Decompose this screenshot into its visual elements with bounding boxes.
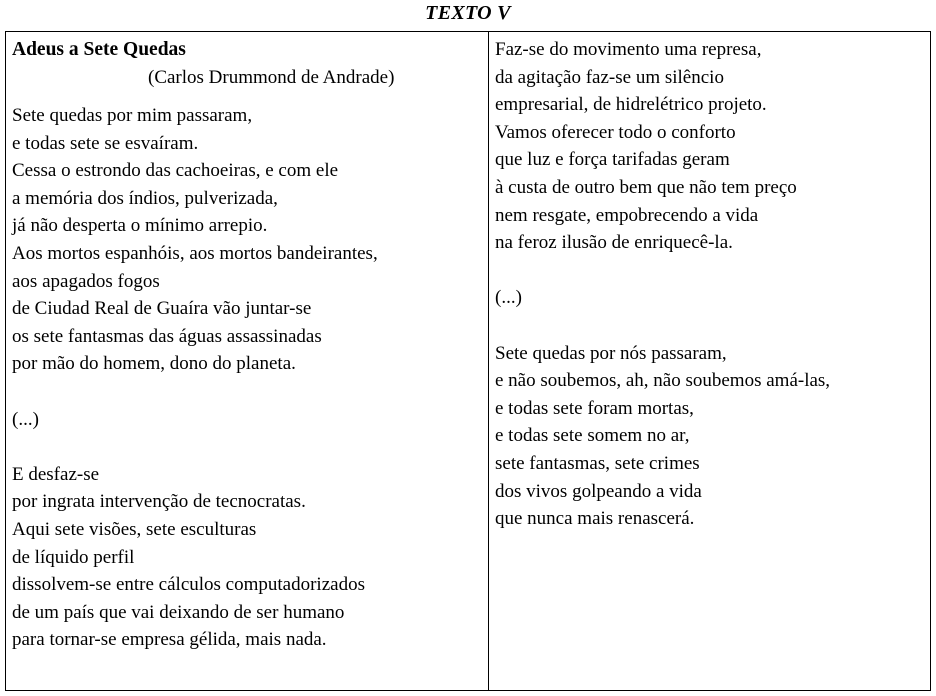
verse-line: Sete quedas por nós passaram, <box>495 342 727 364</box>
verse-line: da agitação faz-se um silêncio <box>495 66 724 88</box>
verse-line: que luz e força tarifadas geram <box>495 149 730 171</box>
verse-line-blank <box>12 378 482 406</box>
verse-line: na feroz ilusão de enriquecê-la. <box>495 232 733 254</box>
verse-line: dos vivos golpeando a vida <box>495 480 702 502</box>
verse-line: de líquido perfil <box>12 546 135 568</box>
verse-line: a memória dos índios, pulverizada, <box>12 187 278 209</box>
verse-line: Aos mortos espanhóis, aos mortos bandeirantes, <box>12 242 378 264</box>
verse-line: e todas sete somem no ar, <box>495 425 690 447</box>
verse-line: por mão do homem, dono do planeta. <box>12 353 296 375</box>
verse-line: sete fantasmas, sete crimes <box>495 452 700 474</box>
title-spacer <box>12 91 482 102</box>
poem-verses-left <box>12 102 482 654</box>
verse-line: já não desperta o mínimo arrepio. <box>12 215 268 237</box>
verse-line: Aqui sete visões, sete esculturas <box>12 518 257 540</box>
verse-line: Sete quedas por mim passaram, <box>12 105 253 126</box>
verse-line: E desfaz-se <box>12 463 100 485</box>
document-heading: TEXTO V <box>425 2 511 24</box>
verse-line-blank <box>12 433 482 461</box>
verse-line: aos apagados fogos <box>12 270 160 292</box>
poem-author: (Carlos Drummond de Andrade) <box>148 66 395 88</box>
poem-verses-right <box>495 36 923 533</box>
verse-line: que nunca mais renascerá. <box>495 508 695 530</box>
verse-line: de Ciudad Real de Guaíra vão juntar-se <box>12 298 312 320</box>
verse-line: para tornar-se empresa gélida, mais nada. <box>12 629 327 651</box>
verse-line: à custa de outro bem que não tem preço <box>495 176 797 198</box>
verse-line: Vamos oferecer todo o conforto <box>495 121 736 143</box>
poem-table <box>5 31 931 691</box>
verse-line: dissolvem-se entre cálculos computadorizados <box>12 574 365 596</box>
verse-line-blank <box>495 312 923 340</box>
poem-column-right <box>489 32 929 690</box>
verse-line: empresarial, de hidrelétrico projeto. <box>495 94 767 116</box>
poem-column-left <box>6 32 489 690</box>
poem-title: Adeus a Sete Quedas <box>12 39 186 60</box>
verse-line: Cessa o estrondo das cachoeiras, e com ele <box>12 160 339 182</box>
verse-line: e todas sete se esvaíram. <box>12 132 199 154</box>
verse-line: de um país que vai deixando de ser humano <box>12 601 345 623</box>
verse-line: (...) <box>12 408 39 430</box>
verse-line: por ingrata intervenção de tecnocratas. <box>12 491 306 513</box>
verse-line: Faz-se do movimento uma represa, <box>495 39 762 60</box>
verse-line: (...) <box>495 287 522 309</box>
verse-line: os sete fantasmas das águas assassinadas <box>12 325 322 347</box>
verse-line: e não soubemos, ah, não soubemos amá-las, <box>495 370 831 392</box>
verse-line-blank <box>495 257 923 285</box>
verse-line: e todas sete foram mortas, <box>495 397 694 419</box>
verse-line: nem resgate, empobrecendo a vida <box>495 204 759 226</box>
